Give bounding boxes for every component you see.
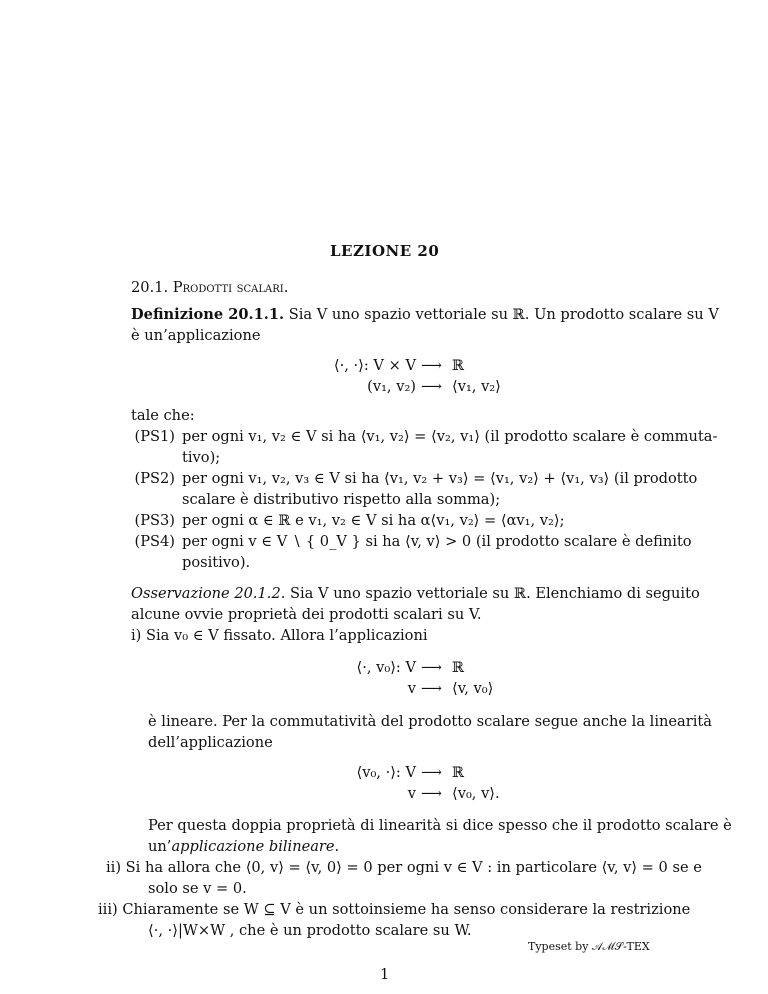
def-map-arrow-2: ⟶	[421, 378, 442, 395]
map-a-arrow-1: ⟶	[421, 659, 442, 676]
ps4-label: (PS4)	[134, 533, 175, 550]
ps3-text-1: per ogni α ∈ ℝ e v₁, v₂ ∈ V si ha α⟨v₁, v₂⟩ = ⟨αv₁, v₂⟩;	[182, 512, 565, 529]
map-a-left-2: v	[407, 680, 416, 697]
map-b-arrow-2: ⟶	[421, 785, 442, 802]
linearity-line-1: è lineare. Per la commutatività del prodotto scalare segue anche la linearità	[148, 713, 712, 730]
map-a-right-1: ℝ	[452, 659, 465, 676]
ps3-label: (PS3)	[134, 512, 175, 529]
remark-item-ii-2: solo se v = 0.	[148, 880, 247, 897]
remark-line-2: alcune ovvie proprietà dei prodotti scalari su V.	[131, 606, 482, 623]
ps1-text-1: per ogni v₁, v₂ ∈ V si ha ⟨v₁, v₂⟩ = ⟨v₂, v₁⟩ (il prodotto scalare è commuta-	[182, 428, 718, 445]
def-map-left-2: (v₁, v₂)	[367, 378, 416, 395]
def-map-left-1: ⟨·, ·⟩: V × V	[333, 357, 416, 374]
map-b-left-1: ⟨v₀, ·⟩: V	[356, 764, 416, 781]
bilinear-term: applicazione bilineare	[171, 838, 335, 855]
map-a-left-1: ⟨·, v₀⟩: V	[356, 659, 416, 676]
lecture-title: LEZIONE 20	[330, 242, 440, 260]
ps2-label: (PS2)	[134, 470, 175, 487]
bilinear-line-2	[148, 836, 339, 857]
page-number: 1	[380, 966, 390, 983]
section-heading	[131, 277, 288, 298]
ps4-text-1: per ogni v ∈ V ∖ { 0_V } si ha ⟨v, v⟩ > 0 (il prodotto scalare è definito	[182, 533, 692, 550]
bilinear-line-1: Per questa doppia proprietà di linearità si dice spesso che il prodotto scalare è	[148, 817, 732, 834]
remark-item-ii-1: ii) Si ha allora che ⟨0, v⟩ = ⟨v, 0⟩ = 0 per ogni v ∈ V : in particolare ⟨v, v⟩ = 0 se e	[106, 859, 702, 876]
definition-line-1	[131, 304, 719, 325]
bilinear-suffix: .	[334, 838, 340, 855]
ps2-text-1: per ogni v₁, v₂, v₃ ∈ V si ha ⟨v₁, v₂ + v₃⟩ = ⟨v₁, v₂⟩ + ⟨v₁, v₃⟩ (il prodotto	[182, 470, 698, 487]
remark-item-iii-1: iii) Chiaramente se W ⊆ V è un sottoinsieme ha senso considerare la restrizione	[98, 901, 691, 918]
map-b-right-1: ℝ	[452, 764, 465, 781]
map-b-left-2: v	[407, 785, 416, 802]
definition-label: Definizione 20.1.1.	[131, 306, 285, 323]
section-title: Prodotti scalari.	[172, 279, 289, 296]
remark-label: Osservazione 20.1.2.	[131, 585, 286, 602]
ps1-text-2: tivo);	[182, 449, 221, 466]
section-number: 20.1.	[131, 279, 169, 296]
map-a-arrow-2: ⟶	[421, 680, 442, 697]
remark-text-1: Sia V uno spazio vettoriale su ℝ. Elenchiamo di seguito	[290, 585, 700, 602]
linearity-line-2: dell’applicazione	[148, 734, 273, 751]
remark-item-i: i) Sia v₀ ∈ V fissato. Allora l’applicazioni	[131, 627, 428, 644]
map-b-right-2: ⟨v₀, v⟩.	[452, 785, 500, 802]
bilinear-prefix: un’	[148, 838, 172, 855]
typeset-note: Typeset by 𝒜ℳ𝒮-TEX	[528, 940, 650, 953]
ps1-label: (PS1)	[134, 428, 175, 445]
ps2-text-2: scalare è distributivo rispetto alla somma);	[182, 491, 501, 508]
map-b-arrow-1: ⟶	[421, 764, 442, 781]
definition-text-1: Sia V uno spazio vettoriale su ℝ. Un prodotto scalare su V	[288, 306, 719, 323]
ps4-text-2: positivo).	[182, 554, 251, 571]
tale-che: tale che:	[131, 407, 195, 424]
map-a-right-2: ⟨v, v₀⟩	[452, 680, 494, 697]
definition-line-2: è un’applicazione	[131, 327, 261, 344]
remark-item-iii-2: ⟨·, ·⟩|W×W , che è un prodotto scalare su W.	[148, 922, 472, 939]
def-map-arrow-1: ⟶	[421, 357, 442, 374]
def-map-right-1: ℝ	[452, 357, 465, 374]
def-map-right-2: ⟨v₁, v₂⟩	[452, 378, 501, 395]
remark-line-1	[131, 583, 700, 604]
